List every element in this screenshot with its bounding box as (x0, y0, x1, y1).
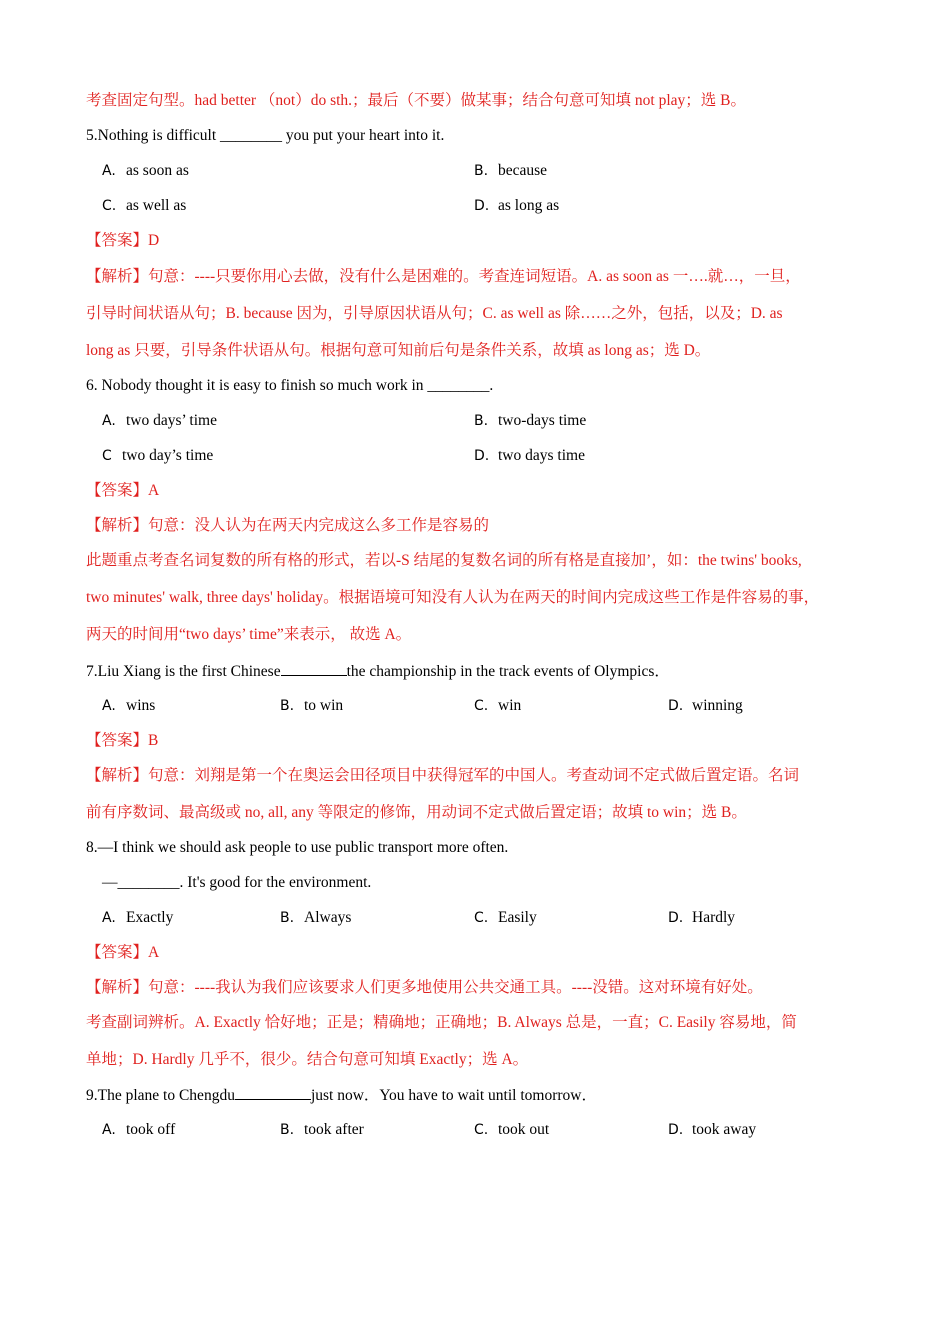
question-6-option-c: C two day’s time (102, 447, 214, 464)
question-8-stem-reply: —________. It's good for the environment. (102, 874, 372, 891)
question-6-analysis-line-1: 【解析】句意：没人认为在两天内完成这么多工作是容易的 (86, 517, 490, 534)
question-5-stem: 5.Nothing is difficult ________ you put your heart into it. (86, 127, 445, 144)
question-6-analysis-line-2: 此题重点考查名词复数的所有格的形式，若以-S 结尾的复数名词的所有格是直接加’，如：the twins' books, (86, 552, 802, 569)
question-5-analysis-line-2: 引导时间状语从句；B. because 因为，引导原因状语从句；C. as well as 除……之外，包括，以及；D. as (86, 305, 783, 322)
question-9-stem: 9.The plane to Chengdu just now．You have to wait until tomorrow． (86, 1087, 597, 1104)
question-5-option-c: C. as well as (102, 197, 187, 214)
question-7-blank (281, 661, 347, 676)
question-9-option-b: B. took after (280, 1121, 364, 1138)
question-6-option-d: D. two days time (474, 447, 585, 464)
question-9-blank (235, 1085, 311, 1100)
question-7-analysis-line-1: 【解析】句意：刘翔是第一个在奥运会田径项目中获得冠军的中国人。考查动词不定式做后置定语。名词 (86, 767, 800, 784)
question-5-option-d: D. as long as (474, 197, 560, 214)
question-8-option-b: B. Always (280, 909, 352, 926)
question-8-stem: 8.—I think we should ask people to use public transport more often. (86, 839, 509, 856)
question-7-answer: 【答案】B (86, 732, 159, 749)
question-6-option-b: B. two-days time (474, 412, 587, 429)
question-8-analysis-line-1: 【解析】句意：----我认为我们应该要求人们更多地使用公共交通工具。----没错。这对环境有好处。 (86, 979, 763, 996)
question-7-analysis-line-2: 前有序数词、最高级或 no, all, any 等限定的修饰，用动词不定式做后置定语；故填 to win；选 B。 (86, 804, 747, 821)
question-5-analysis-line-1: 【解析】句意：----只要你用心去做，没有什么是困难的。考查连词短语。A. as soon as 一….就…，一旦， (86, 268, 801, 285)
question-6-stem: 6. Nobody thought it is easy to finish so much work in ________. (86, 377, 494, 394)
question-8-option-c: C. Easily (474, 909, 537, 926)
question-5-answer: 【答案】D (86, 232, 160, 249)
question-6-answer: 【答案】A (86, 482, 160, 499)
question-5-option-a: A. as soon as (102, 162, 189, 179)
question-8-analysis-line-3: 单地；D. Hardly 几乎不，很少。结合句意可知填 Exactly；选 A。 (86, 1051, 529, 1068)
question-9-option-c: C. took out (474, 1121, 550, 1138)
question-8-analysis-line-2: 考查副词辨析。A. Exactly 恰好地；正是；精确地；正确地；B. Always 总是，一直；C. Easily 容易地，简 (86, 1014, 797, 1031)
question-7-option-a: A. wins (102, 697, 156, 714)
question-8-answer: 【答案】A (86, 944, 160, 961)
question-6-analysis-line-3: two minutes' walk, three days' holiday。根据语境可知没有人认为在两天的时间内完成这些工作是件容易的事， (86, 589, 820, 606)
question-9-option-a: A. took off (102, 1121, 176, 1138)
question-6-analysis-line-4: 两天的时间用“two days’ time”来表示， 故选 A。 (86, 626, 412, 643)
question-5-option-b: B. because (474, 162, 548, 179)
question-7-option-b: B. to win (280, 697, 344, 714)
question-7-stem: 7.Liu Xiang is the first Chinese the championship in the track events of Olympics． (86, 663, 670, 680)
question-7-option-d: D. winning (668, 697, 743, 714)
question-8-option-a: A. Exactly (102, 909, 174, 926)
question-9-option-d: D. took away (668, 1121, 757, 1138)
question-8-option-d: D. Hardly (668, 909, 736, 926)
question-6-option-a: A. two days’ time (102, 412, 217, 429)
question-5-analysis-line-3: long as 只要，引导条件状语从句。根据句意可知前后句是条件关系，故填 as long as；选 D。 (86, 342, 711, 359)
question-7-option-c: C. win (474, 697, 522, 714)
intro-analysis-line: 考查固定句型。had better （not）do sth.；最后（不要）做某事；结合句意可知填 not play；选 B。 (86, 92, 747, 109)
